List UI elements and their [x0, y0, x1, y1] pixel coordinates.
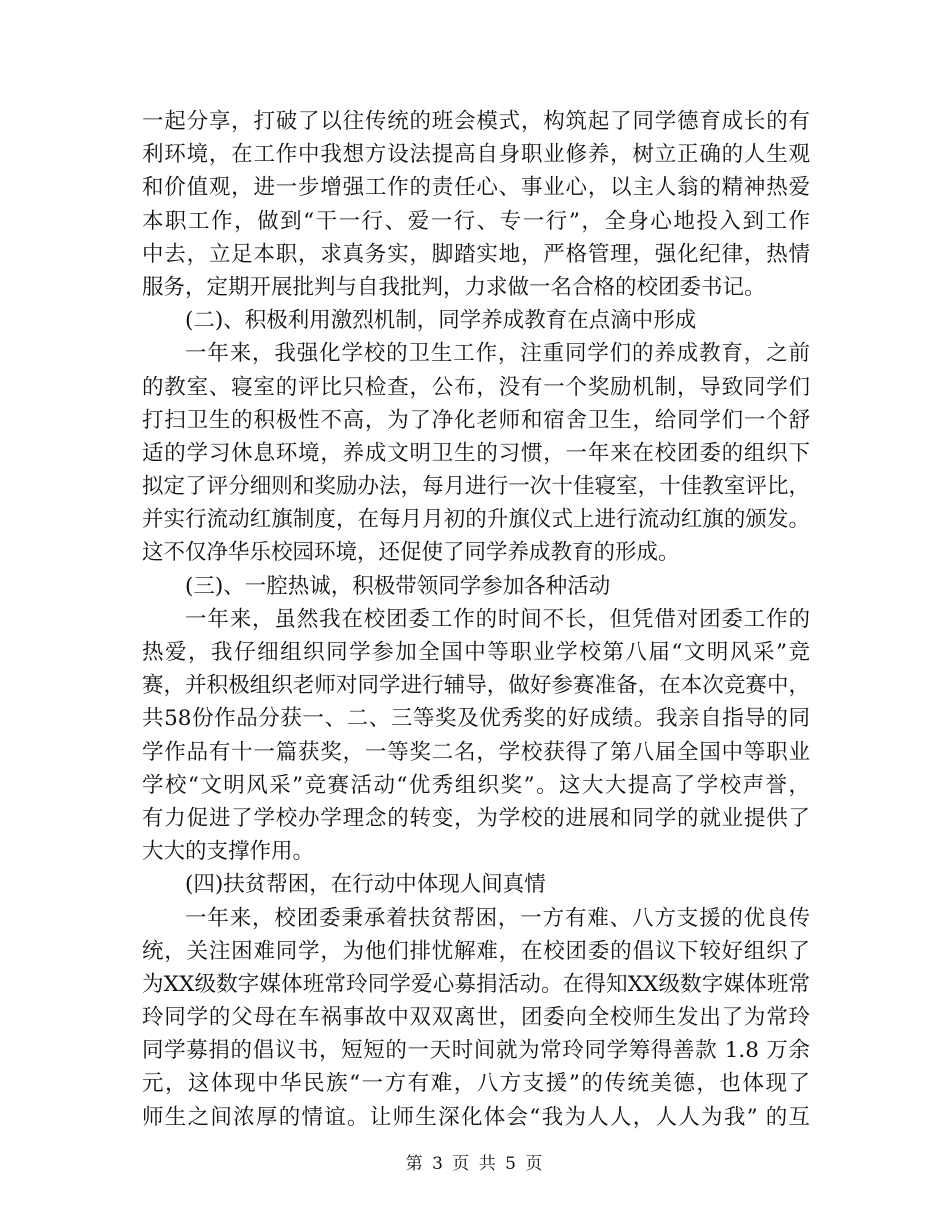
text-line: 元，这体现中华民族“一方有难，八方支援”的传统美德，也体现了	[142, 1071, 810, 1097]
text-line: 利环境，在工作中我想方设法提高自身职业修养，树立正确的人生观	[142, 142, 810, 168]
text-line: 拟定了评分细则和奖励办法，每月进行一次十佳寝室，十佳教室评比，	[142, 474, 810, 500]
text-line: 赛，并积极组织老师对同学进行辅导，做好参赛准备，在本次竞赛中，	[142, 673, 810, 699]
text-line: 和价值观，进一步增强工作的责任心、事业心，以主人翁的精神热爱	[142, 175, 810, 201]
text-line: 玲同学的父母在车祸事故中双双离世，团委向全校师生发出了为常玲	[142, 1005, 810, 1031]
text-line: 同学募捐的倡议书，短短的一天时间就为常玲同学筹得善款 1.8 万余	[142, 1038, 810, 1064]
text-line: 共58份作品分获一、二、三等奖及优秀奖的好成绩。我亲自指导的同	[142, 706, 810, 732]
text-line: 这不仅净华乐校园环境，还促使了同学养成教育的形成。	[142, 540, 680, 566]
text-line: 中去，立足本职，求真务实，脚踏实地，严格管理，强化纪律，热情	[142, 241, 810, 267]
text-line: 一起分享，打破了以往传统的班会模式，构筑起了同学德育成长的有	[142, 109, 810, 134]
paragraph-first-line: (三)、一腔热诚，积极带领同学参加各种活动	[185, 573, 611, 599]
text-line: 学校“文明风采”竞赛活动“优秀组织奖”。这大大提高了学校声誉，	[142, 772, 810, 798]
paragraph-first-line: 一年来，虽然我在校团委工作的时间不长，但凭借对团委工作的	[185, 606, 810, 632]
text-line: 学作品有十一篇获奖，一等奖二名，学校获得了第八届全国中等职业	[142, 739, 810, 765]
text-line: 热爱，我仔细组织同学参加全国中等职业学校第八届“文明风采”竞	[142, 640, 810, 665]
text-line: 统，关注困难同学，为他们排忧解难，在校团委的倡议下较好组织了	[142, 938, 810, 964]
paragraph-first-line: 一年来，我强化学校的卫生工作，注重同学们的养成教育，之前	[185, 341, 810, 367]
text-line: 本职工作，做到“干一行、爱一行、专一行”，全身心地投入到工作	[142, 208, 810, 234]
page-footer: 第 3 页 共 5 页	[405, 1154, 545, 1174]
text-line: 的教室、寝室的评比只检查，公布，没有一个奖励机制，导致同学们	[142, 374, 810, 400]
text-line: 为XX级数字媒体班常玲同学爱心募捐活动。在得知XX级数字媒体班常	[142, 971, 810, 997]
text-line: 并实行流动红旗制度，在每月月初的升旗仪式上进行流动红旗的颁发。	[142, 507, 810, 533]
text-line: 大大的支撑作用。	[142, 839, 315, 865]
text-line: 师生之间浓厚的情谊。让师生深化体会“我为人人，人人为我” 的互	[142, 1104, 810, 1130]
paragraph-first-line: 一年来，校团委秉承着扶贫帮困，一方有难、八方支援的优良传	[185, 905, 810, 931]
paragraph-first-line: (二)、积极利用激烈机制，同学养成教育在点滴中形成	[185, 308, 697, 334]
text-line: 打扫卫生的积极性不高，为了净化老师和宿舍卫生，给同学们一个舒	[142, 407, 810, 433]
text-line: 服务，定期开展批判与自我批判，力求做一名合格的校团委书记。	[142, 274, 766, 300]
paragraph-first-line: (四)扶贫帮困，在行动中体现人间真情	[185, 872, 546, 898]
text-line: 有力促进了学校办学理念的转变，为学校的进展和同学的就业提供了	[142, 805, 810, 831]
body-text	[142, 105, 810, 1134]
text-line: 适的学习休息环境，养成文明卫生的习惯，一年来在校团委的组织下	[142, 440, 810, 466]
